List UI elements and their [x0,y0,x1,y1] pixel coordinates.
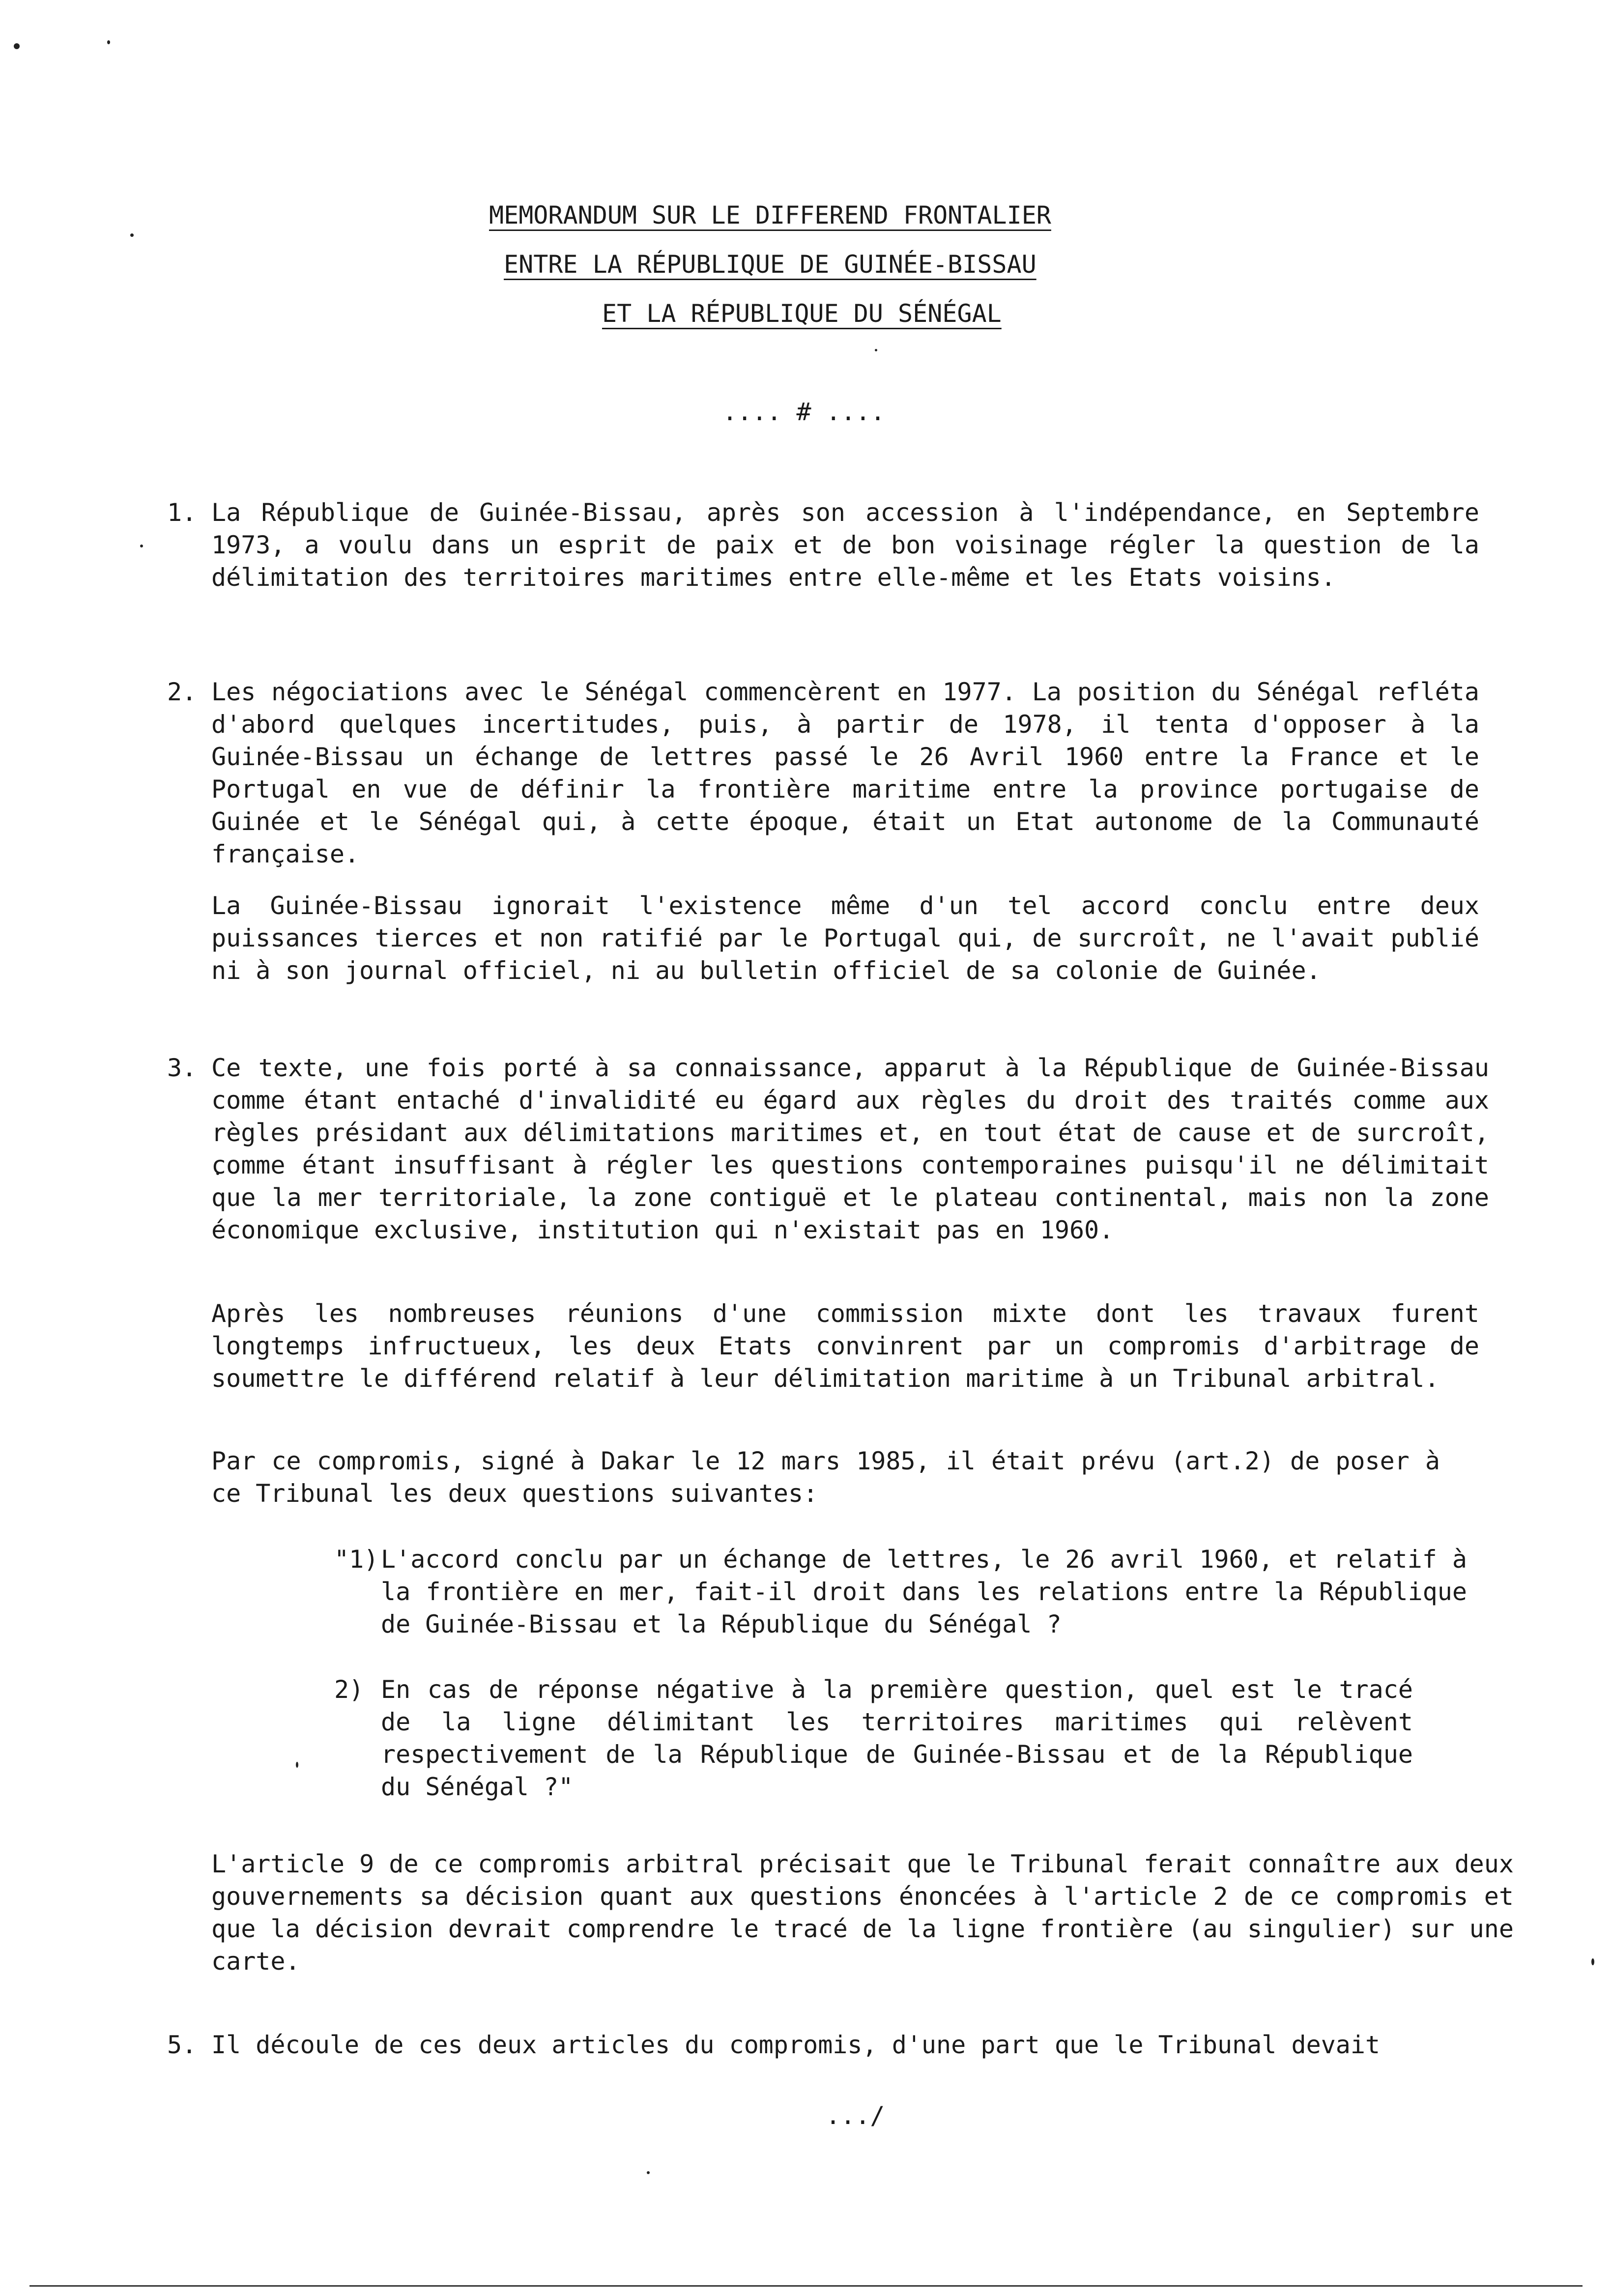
page-bottom-rule [29,2285,1583,2287]
paragraph-4: L'article 9 de ce compromis arbitral précisait que le Tribunal ferait connaître aux deux gouvernements sa décision quant aux questions énoncées à l'article 2 de ce compromis et que la décision devrait comprendre le tracé de la ligne frontière (au singulier) sur une carte. [211,1850,1514,1976]
paragraph-2: Les négociations avec le Sénégal commencèrent en 1977. La position du Sénégal refléta d'abord quelques incertitudes, puis, à partir de 1978, il tenta d'opposer à la Guinée-Bissau un échange de lettres passé le 26 Avril 1960 entre la France et le Portugal en vue de définir la frontière maritime entre la province portugaise de Guinée et le Sénégal qui, à cette époque, était un Etat autonome de la Communauté française. [211,678,1479,868]
title-line-2: ENTRE LA RÉPUBLIQUE DE GUINÉE-BISSAU [504,250,1036,279]
scan-speck [875,349,877,351]
question-1: L'accord conclu par un échange de lettres, le 26 avril 1960, et relatif à la frontière en mer, fait-il droit dans les relations entre la République de Guinée-Bissau et la République du Sénégal ? [381,1545,1467,1638]
scan-speck [1591,1958,1594,1965]
item-number-5: 5. [167,2031,197,2059]
separator: .... # .... [722,398,886,426]
scan-speck [130,233,134,237]
scan-speck [140,545,143,547]
title-line-1: MEMORANDUM SUR LE DIFFEREND FRONTALIER [489,201,1051,230]
question-2: En cas de réponse négative à la première question, quel est le tracé de la ligne délimitant les territoires maritimes qui relèvent respectivement de la République de Guinée-Bissau et de la République du Sénégal ?" [381,1675,1413,1801]
scan-speck [14,43,20,49]
item-number-3: 3. [167,1054,197,1082]
scan-speck [296,1762,298,1768]
paragraph-3b: Après les nombreuses réunions d'une commission mixte dont les travaux furent longtemps infructueux, les deux Etats convinrent par un compromis d'arbitrage de soumettre le différend relatif à leur délimitation maritime à un Tribunal arbitral. [211,1299,1479,1393]
paragraph-3: Ce texte, une fois porté à sa connaissance, apparut à la République de Guinée-Bissau comme étant entaché d'invalidité eu égard aux règles du droit des traités comme aux règles présidant aux délimitations maritimes et, en tout état de cause et de surcroît, comme étant insuffisant à régler les questions contemporaines puisqu'il ne délimitait que la mer territoriale, la zone contiguë et le plateau continental, mais non la zone économique exclusive, institution qui n'existait pas en 1960. [211,1054,1489,1244]
scan-speck [647,2171,650,2174]
paragraph-3c: Par ce compromis, signé à Dakar le 12 mars 1985, il était prévu (art.2) de poser à ce Tribunal les deux questions suivantes: [211,1447,1440,1508]
paragraph-2b: La Guinée-Bissau ignorait l'existence même d'un tel accord conclu entre deux puissances tierces et non ratifié par le Portugal qui, de surcroît, ne l'avait publié ni à son journal officiel, ni au bulletin officiel de sa colonie de Guinée. [211,891,1479,985]
question-number-1: "1) [334,1545,379,1574]
scan-speck [107,40,110,44]
paragraph-5: Il découle de ces deux articles du compromis, d'une part que le Tribunal devait [211,2031,1381,2059]
continuation-mark: .../ [826,2101,885,2130]
title-line-3: ET LA RÉPUBLIQUE DU SÉNÉGAL [602,299,1002,328]
item-number-2: 2. [167,678,197,706]
paragraph-1: La République de Guinée-Bissau, après son accession à l'indépendance, en Septembre 1973, a voulu dans un esprit de paix et de bon voisinage régler la question de la délimitation des territoires maritimes entre elle-même et les Etats voisins. [211,498,1479,592]
item-number-1: 1. [167,498,197,527]
question-number-2: 2) [334,1675,364,1704]
